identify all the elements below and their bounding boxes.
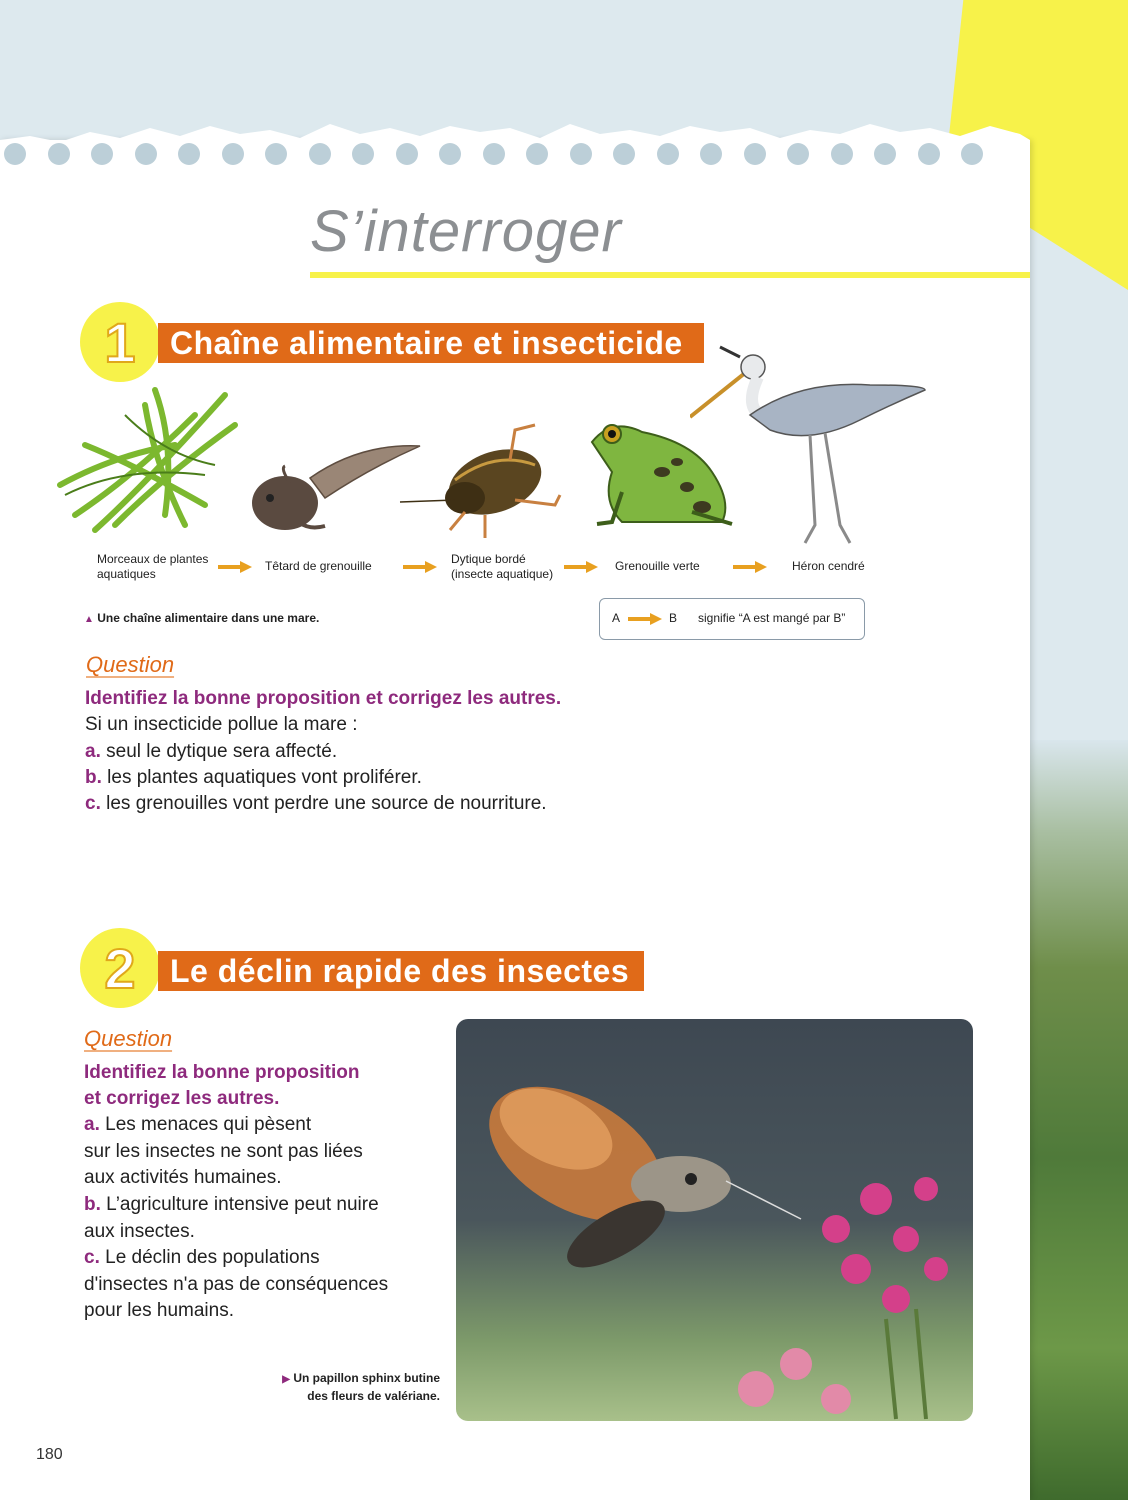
chain-caption-text: Une chaîne alimentaire dans une mare. bbox=[97, 611, 320, 625]
legend-a: A bbox=[612, 611, 621, 625]
binder-hole bbox=[439, 143, 461, 165]
question-1-option-c bbox=[85, 791, 547, 818]
section-1-heading: Chaîne alimentaire et insecticide bbox=[158, 323, 704, 363]
option-letter: b. bbox=[84, 1194, 101, 1215]
eaten-by-arrow-icon bbox=[403, 561, 437, 573]
binder-hole bbox=[4, 143, 26, 165]
question-2-option-c bbox=[84, 1245, 388, 1325]
option-letter: c. bbox=[85, 793, 101, 814]
option-line: aux activités humaines. bbox=[84, 1167, 282, 1188]
chain-caption bbox=[84, 610, 319, 628]
binder-hole bbox=[91, 143, 113, 165]
aquatic-plants-icon bbox=[55, 385, 240, 535]
question-2-instruction-line1: Identifiez la bonne proposition bbox=[84, 1062, 360, 1083]
binder-hole bbox=[570, 143, 592, 165]
hawk-moth-photo bbox=[456, 1019, 973, 1421]
option-line: Le déclin des populations bbox=[105, 1247, 320, 1268]
option-line: sur les insectes ne sont pas liées bbox=[84, 1140, 363, 1162]
binder-hole bbox=[657, 143, 679, 165]
binder-hole bbox=[700, 143, 722, 165]
binder-hole bbox=[222, 143, 244, 165]
question-1-option-a bbox=[85, 739, 337, 766]
photo-caption bbox=[240, 1370, 440, 1405]
binder-hole bbox=[135, 143, 157, 165]
question-2-option-b bbox=[84, 1192, 379, 1245]
option-line: Les menaces qui pèsent bbox=[105, 1114, 312, 1135]
binder-hole bbox=[396, 143, 418, 165]
binder-hole bbox=[744, 143, 766, 165]
question-2-heading: Question bbox=[84, 1026, 173, 1051]
question-2-option-a bbox=[84, 1112, 363, 1192]
triangle-right-icon: ▶ bbox=[282, 1374, 290, 1385]
binder-hole bbox=[874, 143, 896, 165]
binder-hole bbox=[787, 143, 809, 165]
option-letter: a. bbox=[85, 741, 101, 762]
photo-caption-line2: des fleurs de valériane. bbox=[307, 1389, 440, 1403]
option-line: pour les humains. bbox=[84, 1300, 234, 1321]
option-line: L’agriculture intensive peut nuire bbox=[106, 1194, 379, 1215]
binder-hole bbox=[483, 143, 505, 165]
chain-label-frog: Grenouille verte bbox=[615, 559, 700, 573]
water-beetle-icon bbox=[395, 420, 565, 545]
page-title: S’interroger bbox=[310, 199, 622, 264]
legend-box bbox=[599, 598, 865, 640]
section-1-number: 1 bbox=[80, 302, 160, 382]
question-1-instruction: Identifiez la bonne proposition et corrigez les autres. bbox=[85, 688, 562, 709]
option-line: d'insectes n'a pas de conséquences bbox=[84, 1273, 389, 1295]
binder-hole bbox=[309, 143, 331, 165]
binder-hole bbox=[48, 143, 70, 165]
question-2-instruction-line2: et corrigez les autres. bbox=[84, 1088, 280, 1109]
chain-label-plants: Morceaux de plantes aquatiques bbox=[97, 552, 209, 581]
option-text: les grenouilles vont perdre une source de nourriture. bbox=[106, 793, 547, 814]
legend-b: B bbox=[669, 611, 678, 625]
option-letter: b. bbox=[85, 767, 102, 788]
photo-caption-line1: Un papillon sphinx butine bbox=[293, 1371, 440, 1385]
landscape-background-photo bbox=[1020, 740, 1128, 1500]
eaten-by-arrow-icon bbox=[628, 613, 662, 625]
question-1-intro: Si un insecticide pollue la mare : bbox=[85, 714, 358, 735]
chain-label-beetle: Dytique bordé (insecte aquatique) bbox=[451, 552, 554, 581]
chain-label-heron: Héron cendré bbox=[792, 559, 865, 573]
title-underline bbox=[310, 272, 1030, 278]
hawk-moth-illustration bbox=[456, 1019, 973, 1421]
eaten-by-arrow-icon bbox=[733, 561, 767, 573]
question-1-option-b bbox=[85, 765, 422, 792]
option-text: seul le dytique sera affecté. bbox=[106, 741, 338, 762]
triangle-up-icon: ▲ bbox=[84, 614, 94, 625]
binder-hole bbox=[918, 143, 940, 165]
option-letter: c. bbox=[84, 1247, 100, 1268]
grey-heron-icon bbox=[690, 345, 930, 550]
binder-hole bbox=[178, 143, 200, 165]
binder-hole bbox=[352, 143, 374, 165]
option-text: les plantes aquatiques vont proliférer. bbox=[107, 767, 422, 788]
legend-text: signifie “A est mangé par B” bbox=[698, 611, 846, 625]
eaten-by-arrow-icon bbox=[564, 561, 598, 573]
question-1-heading: Question bbox=[86, 652, 175, 677]
option-line: aux insectes. bbox=[84, 1220, 195, 1242]
binder-hole bbox=[831, 143, 853, 165]
page-number: 180 bbox=[36, 1446, 63, 1463]
binder-hole bbox=[961, 143, 983, 165]
eaten-by-arrow-icon bbox=[218, 561, 252, 573]
option-letter: a. bbox=[84, 1114, 100, 1135]
section-2-number: 2 bbox=[80, 928, 160, 1008]
section-2-heading: Le déclin rapide des insectes bbox=[158, 951, 644, 991]
binder-hole bbox=[613, 143, 635, 165]
chain-label-tadpole: Têtard de grenouille bbox=[265, 559, 372, 573]
binder-hole bbox=[265, 143, 287, 165]
binder-hole bbox=[526, 143, 548, 165]
